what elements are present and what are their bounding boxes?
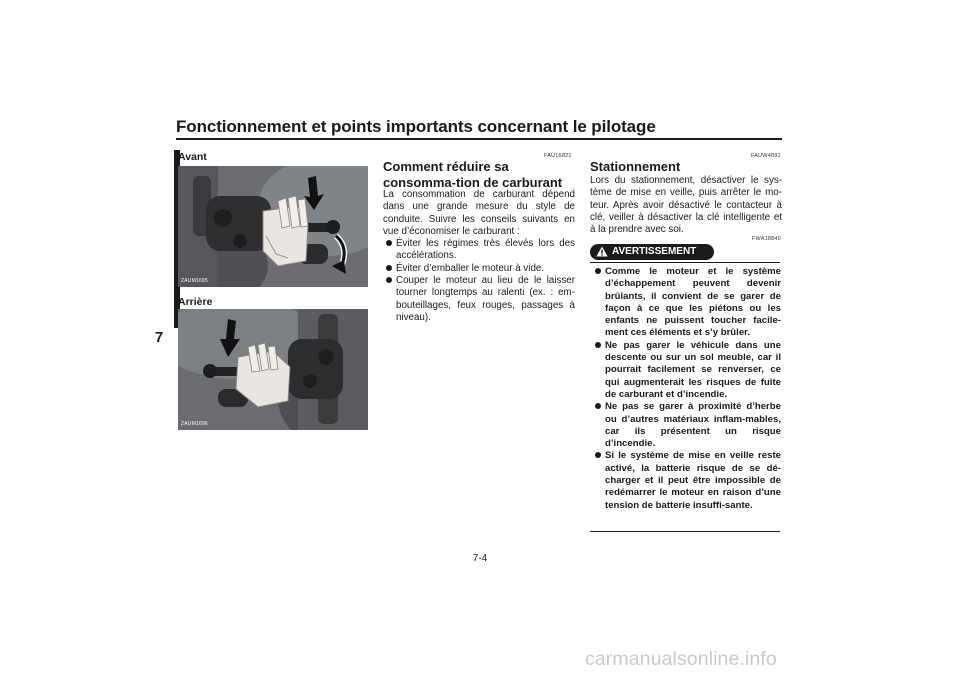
warning-label-badge (590, 244, 714, 260)
warning-bottom-rule (590, 531, 780, 532)
parking-section-title: Stationnement (590, 159, 681, 174)
list-item: Ne pas se garer à proximité d’herbe ou d’autres matériaux inflam-mables, car ils présentent un risque d’incendie. (592, 401, 781, 450)
parking-section-intro: Lors du stationnement, désactiver le sys-tème de mise en veille, puis arrêter le mo-teur. Après avoir désactivé le contacteur à clé, veiller à désactiver la clé intelligente et à la prendre avec soi. (590, 175, 782, 236)
rear-brake-lever-illustration (178, 309, 368, 430)
warning-ref: FWA18840 (752, 236, 781, 242)
figure-front-code: ZAUM1695 (181, 278, 208, 284)
list-item: Éviter d’emballer le moteur à vide. (383, 263, 575, 275)
warning-list (592, 266, 781, 512)
figure-front-label: Avant (178, 151, 207, 163)
figure-front-photo (178, 166, 368, 287)
fuel-section-body (383, 189, 575, 324)
warning-triangle-icon (596, 246, 608, 257)
watermark: carmanualsonline.info (585, 648, 777, 670)
list-item: Si le système de mise en veille reste activé, la batterie risque de se dé-charger et il peut être impossible de redémarrer le moteur en raison d’une tension de batterie insuffi-sante. (592, 450, 781, 511)
list-item: Comme le moteur et le système d’échappement peuvent devenir brûlants, il convient de se garer de façon à ce que les piétons ou les enfants ne puissent toucher facile-ment ces éléments et s’y brûler. (592, 266, 781, 340)
figure-rear-photo (178, 309, 368, 430)
warning-label: AVERTISSEMENT (612, 246, 697, 257)
figure-rear-label: Arrière (178, 296, 213, 308)
fuel-section-title: Comment réduire sa consomma-tion de carburant (383, 159, 563, 190)
list-item: Couper le moteur au lieu de le laisser tourner longtemps au ralenti (ex. : em-bouteillages, feux rouges, passages à niveau). (383, 275, 575, 324)
front-brake-lever-illustration (178, 166, 368, 287)
fuel-tips-list (383, 238, 575, 324)
fuel-section-ref: FAU16821 (544, 153, 572, 159)
warning-top-rule (590, 262, 780, 263)
list-item: Éviter les régimes très élevés lors des accélérations. (383, 238, 575, 263)
page-header-title: Fonctionnement et points importants concernant le pilotage (176, 117, 656, 136)
chapter-number: 7 (154, 329, 164, 346)
figure-rear-code: ZAUM1696 (181, 421, 208, 427)
header-rule (176, 138, 782, 140)
parking-section-ref: FAUW4891 (751, 153, 781, 159)
page-number: 7-4 (472, 553, 488, 564)
list-item: Ne pas garer le véhicule dans une descente ou sur un sol meuble, car il pourrait facilement se renverser, ce qui augmenterait les risques de fuite de carburant et d’incendie. (592, 340, 781, 401)
warning-text (592, 266, 781, 512)
fuel-section-intro: La consommation de carburant dépend dans une grande mesure du style de conduite. Suivre les conseils suivants en vue d’économiser le carburant : (383, 189, 575, 237)
